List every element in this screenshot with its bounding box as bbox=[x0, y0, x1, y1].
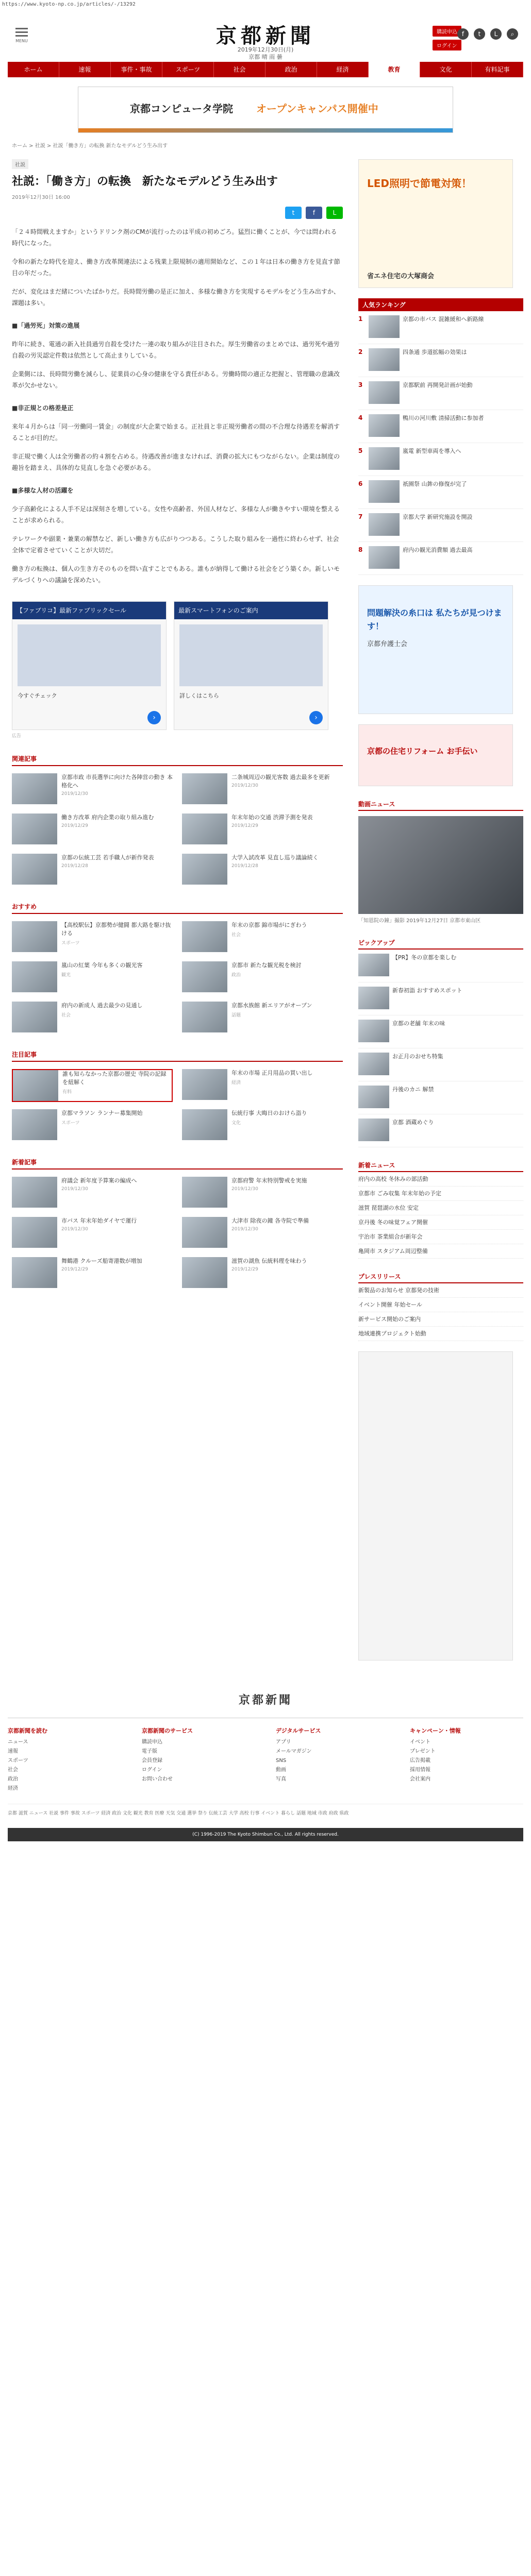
nav-item[interactable]: 文化 bbox=[420, 62, 472, 77]
article-card[interactable] bbox=[182, 773, 343, 806]
share-bar bbox=[12, 207, 343, 219]
copyright: (C) 1996-2019 The Kyoto Shimbun Co., Ltd. All rights reserved. bbox=[8, 1828, 523, 1841]
footer-link[interactable]: 会社案内 bbox=[410, 1776, 430, 1782]
article-card[interactable] bbox=[12, 1257, 173, 1290]
nav-item[interactable]: スポーツ bbox=[162, 62, 214, 77]
ranking-item[interactable] bbox=[358, 377, 523, 410]
rank-number: 6 bbox=[358, 480, 363, 487]
article-title: 社説：「働き方」の転換 新たなモデルどう生み出す bbox=[12, 175, 278, 188]
paragraph: だが、変化はまだ緒についたばかりだ。長時間労働の是正に加え、多様な働き方を実現するモデルをどう生み出すか、課題は多い。 bbox=[12, 288, 340, 307]
side-news-list bbox=[358, 1172, 523, 1259]
pickup-text: お正月のおせち特集 bbox=[392, 1053, 443, 1060]
card-meta: 2019/12/29 bbox=[61, 823, 88, 828]
thumbnail-image bbox=[182, 921, 227, 952]
ranking-item[interactable] bbox=[358, 410, 523, 443]
card-text bbox=[61, 1257, 142, 1290]
card-text bbox=[61, 773, 173, 806]
ranking-item[interactable] bbox=[358, 443, 523, 476]
news-link[interactable]: 滋賀 琵琶湖の水位 安定 bbox=[358, 1201, 523, 1215]
ad-text: 詳しくはこちら bbox=[179, 692, 219, 699]
card-title: 京都水族館 新エリアがオープン bbox=[231, 1002, 312, 1009]
card-text bbox=[61, 1002, 143, 1035]
footer-links bbox=[8, 1718, 523, 1793]
article-card[interactable] bbox=[12, 773, 173, 806]
hamburger-icon bbox=[15, 28, 28, 29]
thumbnail-image bbox=[358, 1053, 389, 1075]
card-meta: スポーツ bbox=[61, 1121, 80, 1126]
card-title: 京都府警 年末特別警戒を実施 bbox=[231, 1177, 307, 1184]
pickup-title: ピックアップ bbox=[358, 938, 523, 950]
thumbnail-image bbox=[369, 348, 400, 371]
card-meta: スポーツ bbox=[61, 941, 80, 946]
card-meta: 政治 bbox=[231, 973, 241, 978]
article-card[interactable] bbox=[182, 921, 343, 954]
card-text bbox=[61, 814, 154, 846]
footer-link[interactable]: お問い合わせ bbox=[142, 1776, 173, 1782]
footer-link[interactable]: 写真 bbox=[276, 1776, 286, 1782]
card-title: 年末の市場 正月用品の買い出し bbox=[231, 1070, 313, 1076]
thumbnail-image bbox=[358, 1086, 389, 1108]
thumbnail-image bbox=[12, 1257, 57, 1288]
article-card[interactable] bbox=[182, 854, 343, 887]
article-card[interactable] bbox=[12, 854, 173, 887]
card-title: 二条城周辺の観光客数 過去最多を更新 bbox=[231, 774, 330, 781]
card-meta: 2019/12/30 bbox=[231, 1187, 258, 1192]
ranking-item[interactable] bbox=[358, 509, 523, 542]
thumbnail-image bbox=[182, 961, 227, 992]
news-link[interactable]: 府内の高校 冬休みの部活動 bbox=[358, 1172, 523, 1187]
video-thumbnail[interactable] bbox=[358, 816, 523, 914]
card-title: 誰も知らなかった京都の歴史 寺院の記録を紐解く bbox=[62, 1071, 167, 1086]
footer-link[interactable]: ニュース bbox=[8, 1739, 28, 1745]
arrow-icon[interactable]: › bbox=[147, 711, 161, 724]
footer-column bbox=[276, 1726, 389, 1793]
article-card[interactable] bbox=[182, 1177, 343, 1210]
card-text bbox=[231, 1177, 307, 1210]
line-icon[interactable]: L bbox=[490, 28, 502, 40]
thumbnail-image bbox=[358, 954, 389, 976]
top-banner-ad[interactable] bbox=[78, 87, 453, 133]
article-card[interactable] bbox=[182, 814, 343, 846]
ad-text: 今すぐチェック bbox=[18, 692, 57, 699]
ranking-item[interactable] bbox=[358, 311, 523, 344]
line-share-icon[interactable]: L bbox=[326, 207, 343, 219]
card-meta: 文化 bbox=[231, 1121, 241, 1126]
article-card[interactable] bbox=[12, 961, 173, 994]
pickup-text: 【PR】冬の京都を楽しむ bbox=[392, 954, 457, 961]
ranking-item[interactable] bbox=[358, 542, 523, 575]
card-text bbox=[61, 854, 154, 887]
ranking-text: 京都の市バス 混雑緩和へ新路線 bbox=[403, 316, 484, 323]
pickup-text: 京都の老舗 年末の味 bbox=[392, 1020, 445, 1027]
rank-number: 5 bbox=[358, 447, 363, 454]
site-header bbox=[8, 0, 523, 62]
pickup-text: 新春初詣 おすすめスポット bbox=[392, 987, 462, 994]
thumbnail-image bbox=[12, 773, 57, 804]
thumbnail-image bbox=[182, 773, 227, 804]
press-title: プレスリリース bbox=[358, 1272, 523, 1283]
thumbnail-image bbox=[182, 1217, 227, 1248]
pickup-list bbox=[358, 950, 523, 1147]
footer-link[interactable]: スポーツ bbox=[8, 1758, 28, 1764]
recommend-grid bbox=[12, 921, 343, 1035]
site-logo[interactable]: 京都新聞 bbox=[216, 24, 315, 48]
card-title: 京都市政 市長選挙に向けた各陣営の動き 本格化へ bbox=[61, 774, 173, 789]
card-title: 京都の伝統工芸 若手職人が新作発表 bbox=[61, 854, 154, 861]
card-meta: 2019/12/28 bbox=[231, 863, 258, 869]
article-card[interactable] bbox=[12, 1002, 173, 1035]
nav-item[interactable]: 有料記事 bbox=[472, 62, 523, 77]
facebook-icon[interactable]: f bbox=[457, 28, 469, 40]
nav-item[interactable]: 教育 bbox=[369, 62, 420, 77]
article-card[interactable] bbox=[182, 1069, 343, 1102]
sidebar-ad-title: 問題解決の糸口は 私たちが見つけます！ bbox=[367, 608, 502, 631]
card-text bbox=[231, 1257, 307, 1290]
thumbnail-image bbox=[358, 1118, 389, 1141]
thumbnail-image bbox=[358, 987, 389, 1009]
rank-number: 1 bbox=[358, 315, 363, 323]
menu-label: MENU bbox=[15, 39, 28, 43]
card-text bbox=[61, 1109, 143, 1142]
footer-column bbox=[8, 1726, 121, 1793]
nav-item[interactable]: 速報 bbox=[59, 62, 111, 77]
sidebar-ad-title: 京都の住宅リフォーム お手伝い bbox=[367, 747, 478, 756]
paragraph: 企業側には、長時間労働を減らし、従業員の心身の健康を守る責任がある。労働時間の適正な把握と、管理職の意識改革が欠かせない。 bbox=[12, 370, 340, 389]
pickup-item[interactable] bbox=[358, 982, 523, 1015]
footer-link[interactable]: ログイン bbox=[142, 1767, 162, 1773]
paragraph: 来年４月からは「同一労働同一賃金」の制度が大企業で始まる。正社員と非正規労働者の間の不合理な待遇差を解消することが目的だ。 bbox=[12, 423, 340, 442]
nav-item[interactable]: 政治 bbox=[266, 62, 317, 77]
thumbnail-image bbox=[182, 814, 227, 844]
rank-number: 4 bbox=[358, 414, 363, 421]
card-meta: 2019/12/28 bbox=[61, 863, 88, 869]
footer-column bbox=[410, 1726, 523, 1793]
paragraph: テレワークや副業・兼業の解禁など、新しい働き方も広がりつつある。こうした取り組みを一過性に終わらせず、社会全体で定着させていくことが大切だ。 bbox=[12, 535, 339, 554]
breadcrumb[interactable]: ホーム > 社説 > 社説「働き方」の転換 新たなモデルどう生み出す bbox=[12, 143, 168, 149]
footer-heading: デジタルサービス bbox=[276, 1727, 321, 1734]
paragraph: 非正規で働く人は全労働者の約４割を占める。待遇改善が進まなければ、消費の拡大にもつながらない。企業は制度の趣旨を踏まえ、具体的な見直しを急ぐ必要がある。 bbox=[12, 453, 340, 471]
thumbnail-image bbox=[369, 315, 400, 338]
footer-link[interactable]: 採用情報 bbox=[410, 1767, 430, 1773]
card-text bbox=[231, 1109, 307, 1142]
card-title: 年末年始の交通 渋滞予測を発表 bbox=[231, 814, 313, 821]
ranking-text: 京都駅前 再開発計画が始動 bbox=[403, 382, 473, 388]
pick-grid bbox=[12, 1069, 343, 1142]
card-meta: 有料 bbox=[62, 1090, 72, 1095]
twitter-icon[interactable]: t bbox=[474, 28, 485, 40]
pickup-text: 京都 酒蔵めぐり bbox=[392, 1119, 434, 1126]
pickup-item[interactable] bbox=[358, 1114, 523, 1147]
thumbnail-image bbox=[369, 546, 400, 569]
press-link[interactable]: 新製品のお知らせ 京都発の技術 bbox=[358, 1283, 523, 1298]
article-body bbox=[12, 226, 343, 586]
card-meta: 2019/12/30 bbox=[61, 791, 88, 796]
thumbnail-image bbox=[12, 854, 57, 885]
section-heading: ■多様な人材の活躍を bbox=[12, 487, 74, 494]
category-badge[interactable]: 社説 bbox=[12, 159, 28, 169]
paragraph: 働き方の転換は、個人の生き方そのものを問い直すことでもある。誰もが納得して働ける社会をどう築くか。新しいモデルづくりへの議論を深めたい。 bbox=[12, 565, 340, 584]
thumbnail-image bbox=[12, 814, 57, 844]
ranking-text: 京都大学 新研究施設を開設 bbox=[403, 514, 473, 520]
nav-item[interactable]: ホーム bbox=[8, 62, 59, 77]
footer-link[interactable]: 社会 bbox=[8, 1767, 18, 1773]
side-news-title: 新着ニュース bbox=[358, 1161, 523, 1172]
article-card[interactable] bbox=[12, 1177, 173, 1210]
nav-item[interactable]: 事件・事故 bbox=[111, 62, 162, 77]
ranking-item[interactable] bbox=[358, 476, 523, 509]
thumbnail-image bbox=[12, 1109, 57, 1140]
rank-number: 2 bbox=[358, 348, 363, 355]
footer-link[interactable]: 速報 bbox=[8, 1749, 18, 1754]
rank-number: 3 bbox=[358, 381, 363, 388]
thumbnail-image bbox=[12, 1217, 57, 1248]
card-text bbox=[231, 773, 330, 806]
ranking-item[interactable] bbox=[358, 344, 523, 377]
article-card[interactable] bbox=[12, 814, 173, 846]
card-title: 大学入試改革 見直し巡り議論続く bbox=[231, 854, 319, 861]
card-text bbox=[231, 1217, 309, 1250]
footer-link[interactable]: 動画 bbox=[276, 1767, 286, 1773]
rank-number: 8 bbox=[358, 546, 363, 553]
arrow-icon[interactable]: › bbox=[309, 711, 323, 724]
pickup-text: 丹後のカニ 解禁 bbox=[392, 1086, 434, 1093]
thumbnail-image bbox=[13, 1070, 58, 1101]
footer-link[interactable]: 広告掲載 bbox=[410, 1758, 430, 1764]
card-meta: 2019/12/30 bbox=[61, 1227, 88, 1232]
banner-title: 京都コンピュータ学院 bbox=[130, 103, 233, 115]
article-card[interactable] bbox=[12, 1109, 173, 1142]
article-card[interactable] bbox=[182, 1002, 343, 1035]
footer-link[interactable]: イベント bbox=[410, 1739, 430, 1745]
thumbnail-image bbox=[12, 1002, 57, 1032]
ranking-title: 人気ランキング bbox=[358, 298, 523, 311]
recommend-section-title: おすすめ bbox=[12, 902, 343, 914]
thumbnail-image bbox=[12, 1177, 57, 1208]
sidebar-ad[interactable] bbox=[358, 724, 513, 786]
publish-date: 2019年12月30日 16:00 bbox=[12, 195, 70, 200]
card-meta: 2019/12/29 bbox=[61, 1267, 88, 1272]
article-card[interactable] bbox=[182, 1109, 343, 1142]
card-text bbox=[61, 1217, 137, 1250]
video-title: 動画ニュース bbox=[358, 800, 523, 811]
ranking-text: 嵐電 新型車両を導入へ bbox=[403, 448, 461, 454]
related-grid bbox=[12, 773, 343, 887]
article-card[interactable] bbox=[12, 1069, 173, 1102]
card-text bbox=[61, 921, 173, 954]
paragraph: 少子高齢化による人手不足は深刻さを増している。女性や高齢者、外国人材など、多様な人が働きやすい環境を整えることが求められる。 bbox=[12, 505, 340, 524]
article-card[interactable] bbox=[12, 921, 173, 954]
login-button[interactable]: ログイン bbox=[433, 40, 461, 50]
card-title: 京都市 新たな観光税を検討 bbox=[231, 962, 302, 969]
card-text bbox=[231, 1069, 313, 1102]
menu-button[interactable] bbox=[15, 26, 28, 43]
hamburger-icon bbox=[15, 31, 28, 33]
thumbnail-image bbox=[182, 1257, 227, 1288]
footer-link[interactable]: アプリ bbox=[276, 1739, 291, 1745]
footer-link[interactable]: 電子版 bbox=[142, 1749, 157, 1754]
ranking-text: 鴨川の河川敷 清掃活動に参加者 bbox=[403, 415, 484, 421]
article-card[interactable] bbox=[182, 1257, 343, 1290]
rank-number: 7 bbox=[358, 513, 363, 520]
news-link[interactable]: 京丹後 冬の味覚フェア開催 bbox=[358, 1215, 523, 1230]
card-title: 伝統行事 大晦日のおけら詣り bbox=[231, 1110, 307, 1116]
press-link[interactable]: イベント開催 年始セール bbox=[358, 1298, 523, 1312]
sidebar-ad-sub: 省エネ住宅の大塚商会 bbox=[367, 273, 435, 280]
card-title: 嵐山の紅葉 今年も多くの観光客 bbox=[61, 962, 143, 969]
twitter-share-icon[interactable]: t bbox=[285, 207, 302, 219]
news-link[interactable]: 宇治市 茶業組合が新年会 bbox=[358, 1230, 523, 1244]
card-meta: 社会 bbox=[61, 1013, 71, 1018]
ranking-list bbox=[358, 311, 523, 575]
header-weather: 京都 晴 雨 曇 bbox=[248, 54, 283, 60]
header-date: 2019年12月30日(月) bbox=[237, 46, 294, 53]
card-meta: 2019/12/29 bbox=[231, 1267, 258, 1272]
footer-link[interactable]: プレゼント bbox=[410, 1749, 436, 1754]
ad-image bbox=[179, 624, 323, 686]
article-card[interactable] bbox=[182, 961, 343, 994]
card-meta: 観光 bbox=[61, 973, 71, 978]
ad-box[interactable] bbox=[12, 601, 167, 730]
hamburger-icon bbox=[15, 35, 28, 37]
card-text bbox=[61, 1177, 137, 1210]
pick-section-title: 注目記事 bbox=[12, 1050, 343, 1062]
thumbnail-image bbox=[182, 1002, 227, 1032]
footer-heading: 京都新聞を読む bbox=[8, 1727, 47, 1734]
sidebar-ad-title: LED照明で節電対策！ bbox=[367, 177, 472, 190]
card-text bbox=[62, 1070, 172, 1101]
card-title: 【高校駅伝】京都勢が健闘 都大路を駆け抜ける bbox=[61, 922, 171, 937]
facebook-share-icon[interactable]: f bbox=[306, 207, 322, 219]
thumbnail-image bbox=[182, 1177, 227, 1208]
card-title: 府内の新成人 過去最少の見通し bbox=[61, 1002, 143, 1009]
banner-bar bbox=[78, 128, 453, 132]
footer-link[interactable]: SNS bbox=[276, 1758, 287, 1764]
thumbnail-image bbox=[358, 1020, 389, 1042]
sidebar-ad[interactable] bbox=[358, 159, 513, 288]
thumbnail-image bbox=[369, 447, 400, 470]
card-text bbox=[231, 961, 302, 994]
thumbnail-image bbox=[12, 961, 57, 992]
paragraph: 「２４時間戦えますか」というドリンク剤のCMが流行ったのは平成の初めごろ。猛烈に働くことが、今では問われる時代になった。 bbox=[12, 228, 337, 247]
ad-label: 広告 bbox=[12, 734, 22, 739]
thumbnail-image bbox=[182, 1069, 227, 1100]
thumbnail-image bbox=[369, 480, 400, 503]
ad-header: 最新スマートフォンのご案内 bbox=[174, 602, 328, 619]
thumbnail-image bbox=[369, 381, 400, 404]
sidebar-ad-sub: 京都弁護士会 bbox=[367, 640, 408, 648]
article-column bbox=[8, 159, 343, 1671]
footer-heading: キャンペーン・情報 bbox=[410, 1727, 461, 1734]
footer-link[interactable]: 会員登録 bbox=[142, 1758, 162, 1764]
footer-heading: 京都新聞のサービス bbox=[142, 1727, 193, 1734]
card-meta: 2019/12/30 bbox=[61, 1187, 88, 1192]
thumbnail-image bbox=[182, 1109, 227, 1140]
pickup-item[interactable] bbox=[358, 1015, 523, 1048]
footer-logo[interactable]: 京都新聞 bbox=[238, 1693, 292, 1707]
ranking-text: 四条通 歩道拡幅の効果は bbox=[403, 349, 467, 355]
footer-link[interactable]: メールマガジン bbox=[276, 1749, 312, 1754]
card-meta: 2019/12/30 bbox=[231, 1227, 258, 1232]
footer-tags: 京都 滋賀 ニュース 社説 事件 事故 スポーツ 経済 政治 文化 観光 教育 医療 天気 交通 選挙 祭り 伝統工芸 大学 高校 行事 イベント 暮らし 話題 地域 市政 府政 県政 bbox=[8, 1804, 523, 1818]
ad-header: 【ファブリコ】最新ファブリックセール bbox=[12, 602, 166, 619]
card-title: 市バス 年末年始ダイヤで運行 bbox=[61, 1217, 137, 1224]
ad-image bbox=[18, 624, 161, 686]
news-grid bbox=[12, 1177, 343, 1290]
article-card[interactable] bbox=[12, 1217, 173, 1250]
footer-column bbox=[142, 1726, 255, 1793]
thumbnail-image bbox=[369, 414, 400, 437]
footer-link[interactable]: 政治 bbox=[8, 1776, 18, 1782]
video-caption: 「知恩院の鐘」撮影 2019年12月27日 京都市東山区 bbox=[358, 918, 481, 924]
section-heading: ■非正規との格差是正 bbox=[12, 404, 74, 412]
search-icon[interactable]: ⌕ bbox=[507, 28, 518, 40]
card-meta: 2019/12/30 bbox=[231, 783, 258, 788]
card-title: 府議会 新年度予算案の編成へ bbox=[61, 1177, 137, 1184]
card-meta: 話題 bbox=[231, 1013, 241, 1018]
sidebar-ad[interactable] bbox=[358, 585, 513, 714]
subscribe-button[interactable]: 購読申込 bbox=[433, 26, 461, 37]
pickup-item[interactable] bbox=[358, 1081, 523, 1114]
pickup-item[interactable] bbox=[358, 1048, 523, 1081]
related-section-title: 関連記事 bbox=[12, 754, 343, 766]
paragraph: 令和の新たな時代を迎え、働き方改革関連法による残業上限規制の適用開始など、この１年は日本の働き方を見直す節目の年だった。 bbox=[12, 258, 340, 277]
thumbnail-image bbox=[369, 513, 400, 536]
main-nav bbox=[8, 62, 523, 77]
ranking-text: 祇園祭 山鉾の修復が完了 bbox=[403, 481, 467, 487]
thumbnail-image bbox=[182, 854, 227, 885]
card-text bbox=[231, 921, 307, 954]
card-text bbox=[61, 961, 143, 994]
card-meta: 社会 bbox=[231, 933, 241, 938]
card-text bbox=[231, 1002, 312, 1035]
news-section-title: 新着記事 bbox=[12, 1158, 343, 1170]
news-link[interactable]: 京都市 ごみ収集 年末年始の予定 bbox=[358, 1187, 523, 1201]
footer-link[interactable]: 購読申込 bbox=[142, 1739, 162, 1745]
nav-item[interactable]: 社会 bbox=[214, 62, 266, 77]
news-link[interactable]: 亀岡市 スタジアム周辺整備 bbox=[358, 1244, 523, 1259]
footer-link[interactable]: 経済 bbox=[8, 1786, 18, 1791]
card-title: 働き方改革 府内企業の取り組み進む bbox=[61, 814, 154, 821]
article-ads bbox=[12, 601, 343, 730]
card-title: 滋賀の湖魚 伝統料理を味わう bbox=[231, 1258, 307, 1264]
card-meta: 2019/12/29 bbox=[231, 823, 258, 828]
card-title: 大津市 除夜の鐘 各寺院で準備 bbox=[231, 1217, 309, 1224]
press-link[interactable]: 新サービス開始のご案内 bbox=[358, 1312, 523, 1327]
section-heading: ■「過労死」対策の進展 bbox=[12, 322, 80, 329]
press-list bbox=[358, 1283, 523, 1341]
ad-box[interactable] bbox=[174, 601, 328, 730]
banner-cta: オープンキャンパス開催中 bbox=[256, 103, 378, 115]
sidebar bbox=[358, 159, 523, 1671]
card-title: 京都マラソン ランナー募集開始 bbox=[61, 1110, 143, 1116]
card-title: 年末の京都 錦市場がにぎわう bbox=[231, 922, 307, 928]
card-meta: 経済 bbox=[231, 1080, 241, 1086]
press-link[interactable]: 地域連携プロジェクト始動 bbox=[358, 1327, 523, 1341]
article-card[interactable] bbox=[182, 1217, 343, 1250]
paragraph: 昨年に続き、電通の新入社員過労自殺を受けた一連の取り組みが注目された。厚生労働省のまとめでは、過労死や過労自殺の労災認定件数は依然として高止まりしている。 bbox=[12, 341, 340, 359]
thumbnail-image bbox=[12, 921, 57, 952]
sidebar-skyscraper-ad[interactable] bbox=[358, 1351, 513, 1660]
card-text bbox=[231, 854, 319, 887]
pickup-item[interactable] bbox=[358, 950, 523, 982]
page-url: https://www.kyoto-np.co.jp/articles/-/13292 bbox=[2, 2, 136, 7]
ranking-text: 府内の観光消費額 過去最高 bbox=[403, 547, 473, 553]
card-title: 舞鶴港 クルーズ船寄港数が増加 bbox=[61, 1258, 142, 1264]
nav-item[interactable]: 経済 bbox=[317, 62, 369, 77]
card-text bbox=[231, 814, 313, 846]
